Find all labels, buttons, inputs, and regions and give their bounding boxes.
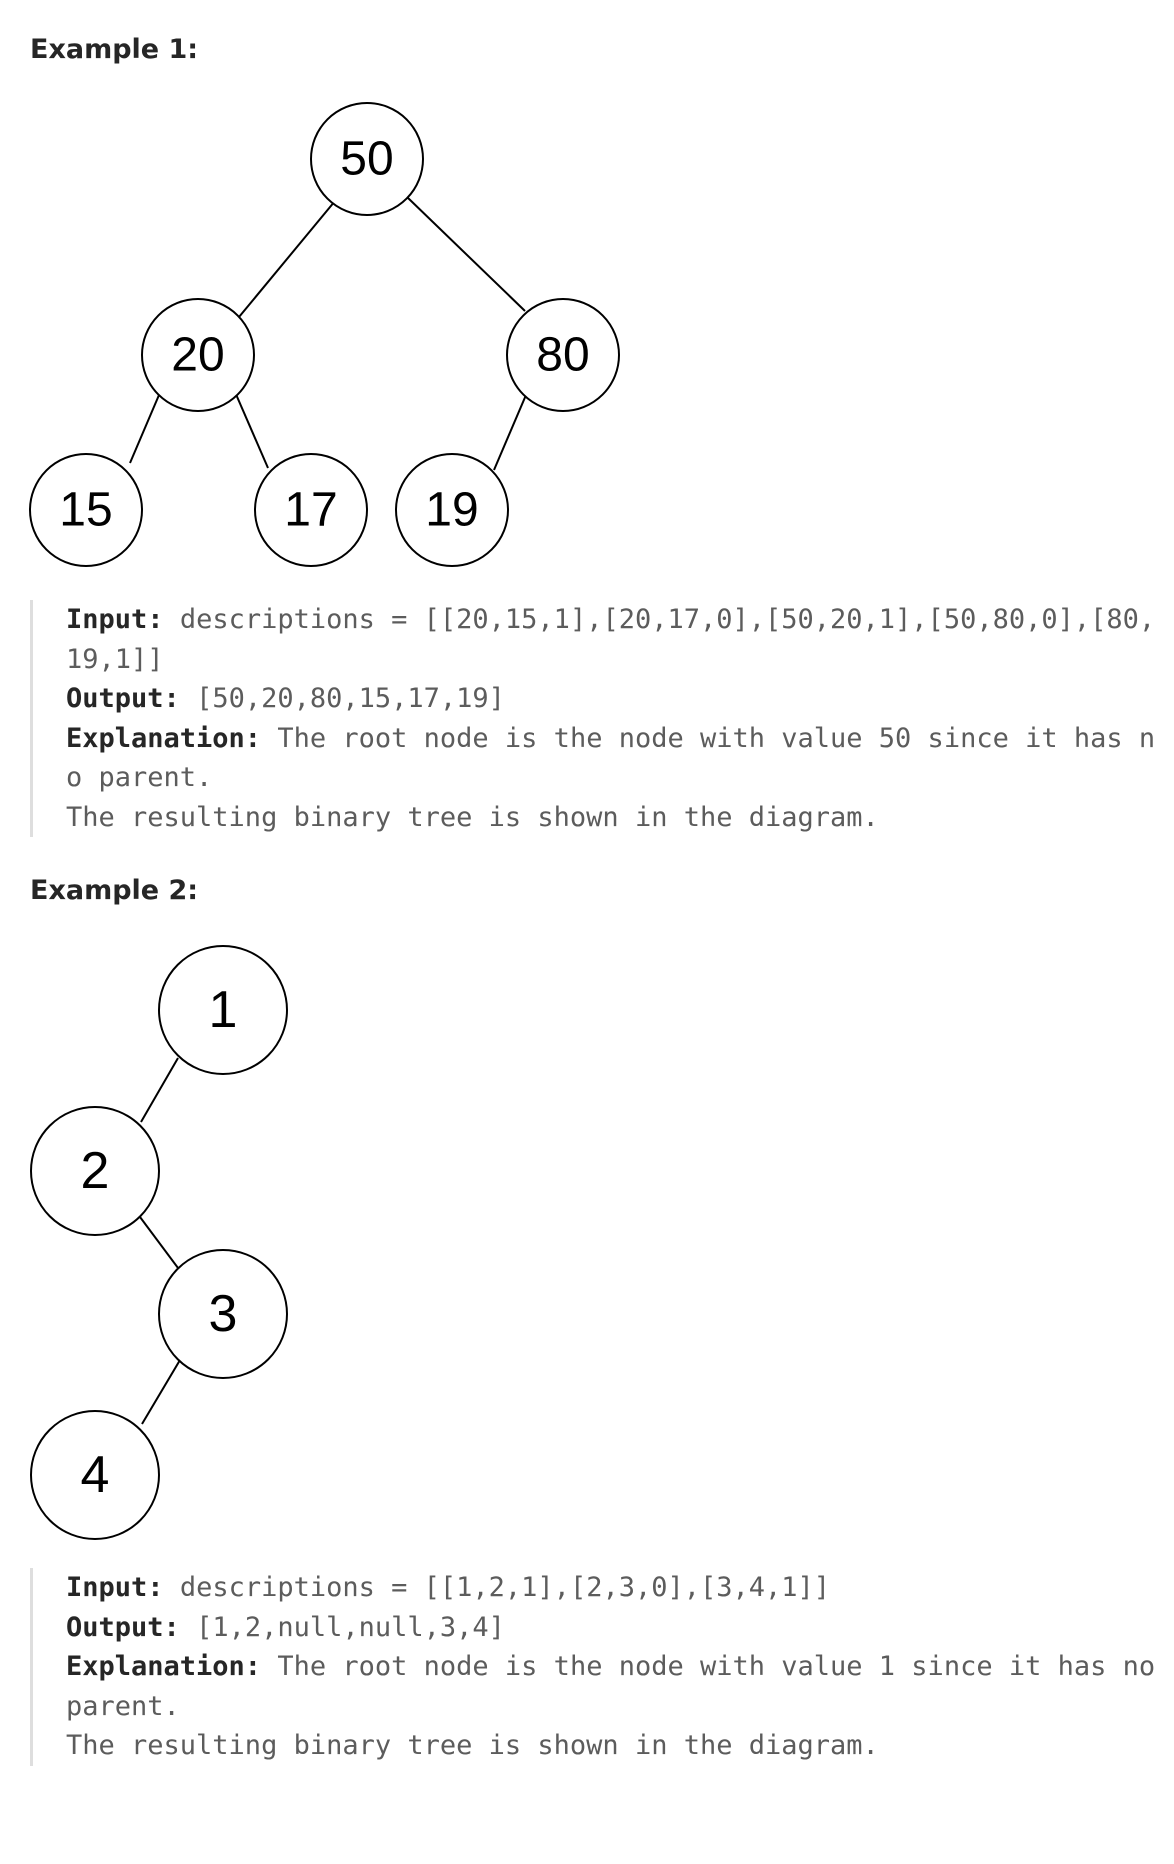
explanation-value: The root node is the node with value 1 since it has no parent. bbox=[66, 1651, 1172, 1722]
tree-node bbox=[31, 1411, 159, 1539]
explanation-extra: The resulting binary tree is shown in the diagram. bbox=[66, 1730, 879, 1761]
output-line bbox=[66, 679, 1160, 719]
tree-node bbox=[255, 454, 367, 566]
explanation-label: Explanation: bbox=[66, 722, 262, 754]
tree-node bbox=[396, 454, 508, 566]
input-line bbox=[66, 1568, 1160, 1608]
output-value: [1,2,null,null,3,4] bbox=[196, 1611, 505, 1643]
tree-node bbox=[507, 299, 619, 411]
explanation-line bbox=[66, 719, 1160, 798]
explanation-label: Explanation: bbox=[66, 1651, 262, 1682]
tree-edge bbox=[407, 197, 525, 311]
tree-edge bbox=[130, 395, 159, 463]
tree-edge bbox=[141, 1058, 178, 1122]
tree-node bbox=[30, 454, 142, 566]
example-2-tree-diagram bbox=[0, 935, 320, 1550]
tree-edge bbox=[235, 392, 268, 468]
tree-edge bbox=[142, 1360, 180, 1424]
node-label: 1 bbox=[208, 981, 238, 1039]
node-label: 3 bbox=[208, 1285, 238, 1343]
tree-node bbox=[31, 1107, 159, 1235]
node-label: 4 bbox=[80, 1446, 110, 1504]
tree-node bbox=[311, 103, 423, 215]
tree-edge bbox=[140, 1217, 181, 1272]
input-value: descriptions = [[1,2,1],[2,3,0],[3,4,1]] bbox=[179, 1572, 831, 1603]
tree-node bbox=[159, 1250, 287, 1378]
explanation-line bbox=[66, 1647, 1172, 1726]
output-line bbox=[66, 1608, 1160, 1648]
example-1-io-block bbox=[30, 600, 1160, 837]
node-label: 17 bbox=[284, 483, 338, 537]
input-value: descriptions = [[20,15,1],[20,17,0],[50,20,1],[50,80,0],[80,19,1]] bbox=[66, 604, 1156, 675]
node-label: 15 bbox=[59, 483, 113, 537]
tree-edge bbox=[239, 201, 335, 317]
node-label: 20 bbox=[171, 328, 225, 382]
tree-node bbox=[142, 299, 254, 411]
input-label: Input: bbox=[66, 1572, 164, 1603]
node-label: 50 bbox=[340, 132, 394, 186]
explanation-value: The root node is the node with value 50 since it has no parent. bbox=[66, 722, 1156, 793]
output-value: [50,20,80,15,17,19] bbox=[196, 683, 505, 714]
example-1-heading: Example 1: bbox=[30, 34, 199, 65]
example-2-heading: Example 2: bbox=[30, 875, 199, 906]
example-1-tree-diagram bbox=[0, 90, 640, 580]
node-label: 80 bbox=[536, 328, 590, 382]
node-label: 19 bbox=[425, 483, 479, 537]
tree-node bbox=[159, 946, 287, 1074]
output-label: Output: bbox=[66, 1611, 180, 1643]
input-line bbox=[66, 600, 1160, 679]
node-label: 2 bbox=[80, 1142, 110, 1200]
example-2-io-block bbox=[30, 1568, 1172, 1766]
input-label: Input: bbox=[66, 604, 164, 635]
output-label: Output: bbox=[66, 683, 180, 714]
explanation-extra: The resulting binary tree is shown in the diagram. bbox=[66, 801, 879, 833]
tree-edge bbox=[494, 388, 529, 470]
